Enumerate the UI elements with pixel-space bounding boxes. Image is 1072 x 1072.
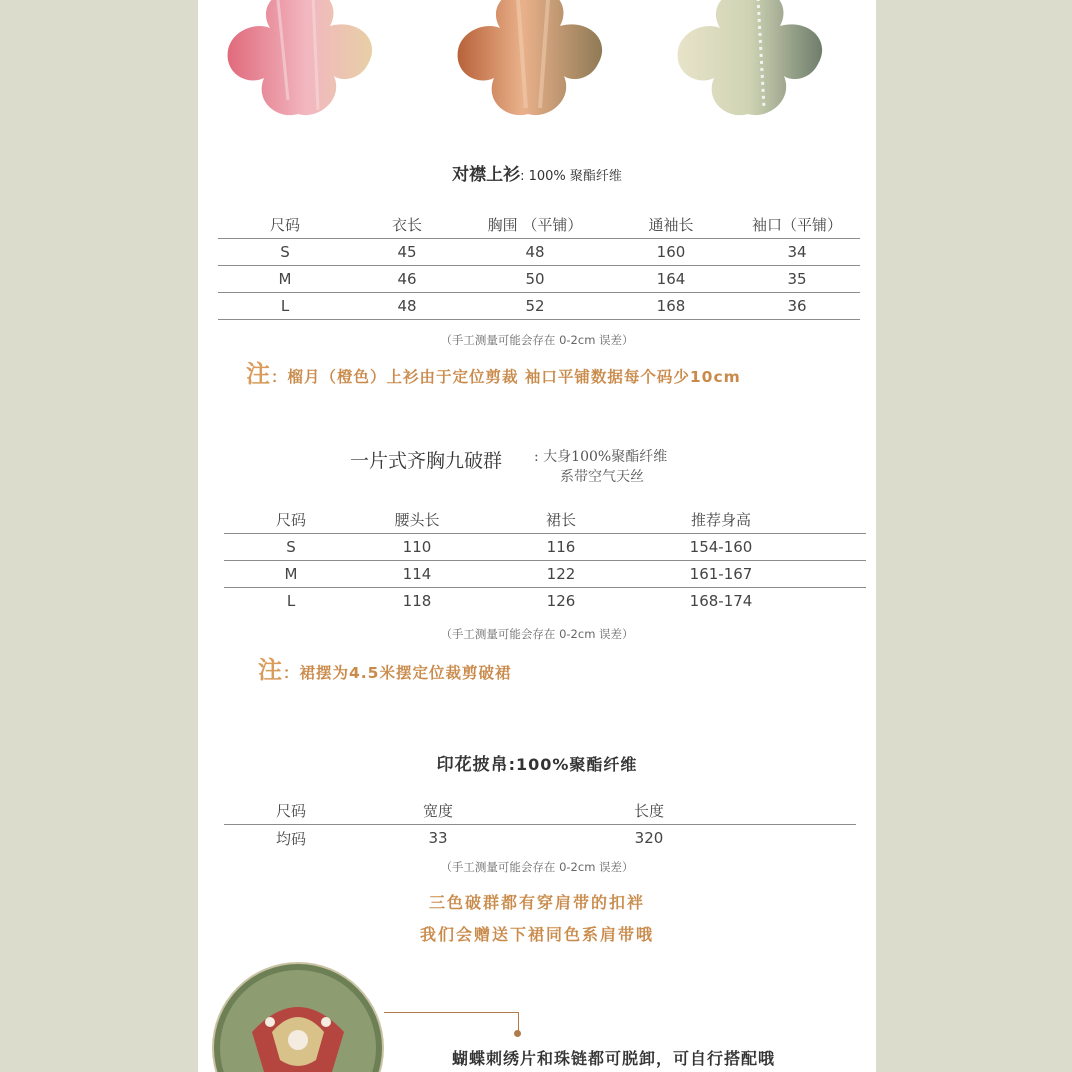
table-row: [218, 293, 860, 320]
section3-size-table: [224, 796, 856, 851]
table-row: [218, 239, 860, 266]
col-header-length: 衣长: [391, 215, 422, 234]
cell: 45: [352, 239, 462, 266]
green-fabric-swatch: [668, 0, 832, 122]
callout-line: [384, 1012, 519, 1033]
cell: 50: [462, 266, 608, 293]
section2-size-table: [224, 505, 866, 614]
col-header-width: 宽度: [422, 801, 453, 820]
cell: 116: [476, 534, 646, 561]
cell: 52: [462, 293, 608, 320]
section1-material: : 100% 聚酯纤维: [520, 169, 622, 184]
col-header-cuff: 袖口（平铺）: [751, 215, 842, 234]
section3-measure-note: （手工测量可能会存在 0-2cm 误差）: [440, 860, 634, 874]
product-detail-page: [198, 0, 876, 1072]
section1-name: 对襟上衫: [452, 165, 521, 185]
note-mark: 注: [246, 360, 271, 388]
cell: L: [218, 293, 352, 320]
cell: 164: [608, 266, 734, 293]
cell: 36: [734, 293, 860, 320]
cell: 122: [476, 561, 646, 588]
section3-title: [198, 750, 876, 775]
col-header-size: 尺码: [275, 510, 306, 529]
shoulder-strap-note-line2: 我们会赠送下裙同色系肩带哦: [419, 925, 654, 944]
cell: 48: [352, 293, 462, 320]
cell: 168-174: [646, 588, 796, 615]
cell: 168: [608, 293, 734, 320]
col-header-height: 推荐身高: [690, 510, 751, 529]
col-header-sleeve-length: 通袖长: [648, 215, 694, 234]
section2-material-line2: 系带空气天丝: [560, 469, 644, 485]
cell: 均码: [224, 825, 358, 852]
cell: 154-160: [646, 534, 796, 561]
cell: S: [218, 239, 352, 266]
section2-note: [258, 650, 511, 685]
cell: 35: [734, 266, 860, 293]
cell: M: [218, 266, 352, 293]
table-row: [224, 534, 866, 561]
col-header-size: 尺码: [269, 215, 300, 234]
section2-measure-note: （手工测量可能会存在 0-2cm 误差）: [440, 627, 634, 641]
section2-title: [350, 446, 502, 473]
section2-name: 一片式齐胸九破群: [350, 450, 503, 472]
section1-note: [246, 354, 741, 389]
note-mark: 注: [258, 656, 283, 684]
table-row: [218, 266, 860, 293]
shoulder-strap-note-line1: 三色破群都有穿肩带的扣袢: [428, 893, 645, 912]
cell: 110: [358, 534, 476, 561]
cell: 46: [352, 266, 462, 293]
cell: 320: [518, 825, 780, 852]
table-row: [224, 561, 866, 588]
cell: S: [224, 534, 358, 561]
embroidery-detail-image: [212, 962, 384, 1072]
note-text: ：裙摆为4.5米摆定位裁剪破裙: [283, 664, 512, 682]
cell: 118: [358, 588, 476, 615]
orange-fabric-swatch: [448, 0, 612, 122]
callout-dot: [514, 1030, 521, 1037]
section1-title: [198, 160, 876, 185]
section1-size-table: [218, 210, 860, 320]
cell: L: [224, 588, 358, 615]
section3-name: 印花披帛: [436, 755, 509, 775]
cell: 126: [476, 588, 646, 615]
table-row: [224, 588, 866, 615]
section3-material: :100%聚酯纤维: [508, 755, 638, 774]
col-header-length: 长度: [633, 801, 664, 820]
section2-material-line1: : 大身100%聚酯纤维: [534, 449, 668, 465]
note-text: ：榴月（橙色）上衫由于定位剪裁 袖口平铺数据每个码少10cm: [271, 368, 741, 386]
table-row: [224, 825, 856, 852]
section1-measure-note: （手工测量可能会存在 0-2cm 误差）: [440, 333, 634, 347]
cell: 33: [358, 825, 518, 852]
cell: M: [224, 561, 358, 588]
col-header-skirt-length: 裙长: [545, 510, 576, 529]
cell: 34: [734, 239, 860, 266]
col-header-size: 尺码: [275, 801, 306, 820]
col-header-waist: 腰头长: [394, 510, 440, 529]
cell: 114: [358, 561, 476, 588]
detachable-parts-note: 蝴蝶刺绣片和珠链都可脱卸，可自行搭配哦: [452, 1049, 776, 1068]
cell: 48: [462, 239, 608, 266]
cell: 160: [608, 239, 734, 266]
cell: 161-167: [646, 561, 796, 588]
pink-fabric-swatch: [218, 0, 382, 122]
col-header-bust: 胸围 （平铺）: [487, 215, 583, 234]
